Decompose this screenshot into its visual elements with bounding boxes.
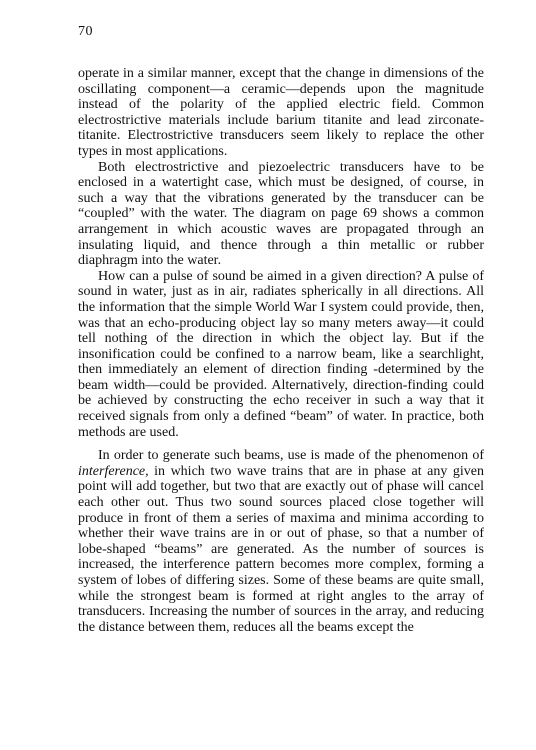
page-number: 70 bbox=[78, 24, 93, 39]
paragraph-sound-direction: How can a pulse of sound be aimed in a given direction? A pulse of sound in water, just as in air, radiates spherically in all directions. All the information that the simple World War I system could provide, then, was that an echo-producing object lay so many meters away—it could tell nothing of the direction in which the object lay. But if the insonification could be confined to a narrow beam, like a searchlight, then immediately an element of direction finding -determined by the beam width—could be provided. Alternatively, direction-finding could be achieved by constructing the echo receiver in such a way that it received signals from only a defined “beam” of water. In practice, both methods are used. bbox=[78, 268, 484, 440]
interference-text-after: , in which two wave trains that are in phase at any given point will add together, but two that are exactly out of phase will cancel each other out. Thus two sound sources placed close together will produce in front of them a series of maxima and minima according to whether their wave trains are in or out of phase, so that a number of lobe-shaped “beams” are generated. As the number of sources is increased, the interference pattern becomes more complex, forming a system of lobes of differing sizes. Some of these beams are quite small, while the strongest beam is formed at right angles to the array of transducers. Increasing the number of sources in the array, and reducing the distance between them, reduces all the beams except the bbox=[78, 463, 484, 635]
interference-term: interference bbox=[78, 463, 146, 479]
paragraph-interference bbox=[78, 448, 484, 635]
paragraph-transducer-case: Both electrostrictive and piezoelectric transducers have to be enclosed in a watertight case, which must be designed, of course, in such a way that the vibrations generated by the transducer can be “coupled” with the water. The diagram on page 69 shows a common arrangement in which acoustic waves are propagated through an insulating liquid, and thence through a thin metallic or rubber diaphragm into the water. bbox=[78, 159, 484, 269]
interference-text-before: In order to generate such beams, use is made of the phenomenon of bbox=[98, 448, 484, 464]
body-text bbox=[78, 66, 484, 635]
paragraph-continued: operate in a similar manner, except that the change in dimensions of the oscillating component—a ceramic—depends upon the magnitude instead of the polarity of the applied electric field. Common electrostrictive materials include barium titanite and lead zirconate-titanite. Electrostrictive transducers seem likely to replace the other types in most applications. bbox=[78, 66, 484, 159]
